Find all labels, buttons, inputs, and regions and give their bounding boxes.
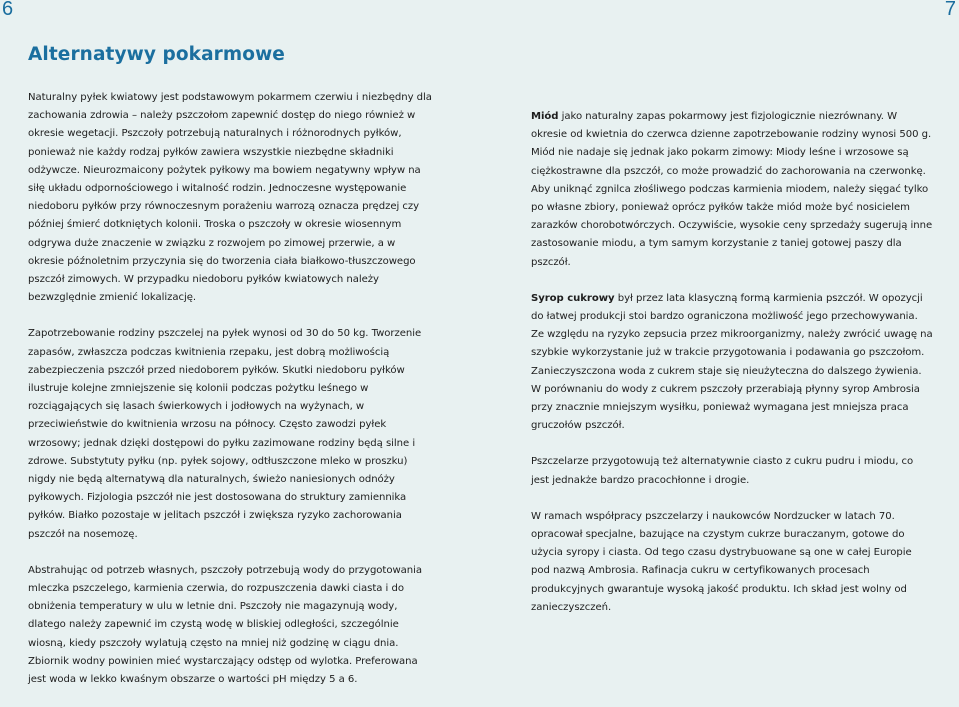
paragraph-candy-text: Pszczelarze przygotowują też alternatywnie ciasto z cukru pudru i miodu, co jest jednakże bardzo pracochłonne i drogie. (531, 456, 914, 486)
paragraph-sugar-syrup (531, 290, 933, 436)
paragraph-honey-text: jako naturalny zapas pokarmowy jest fizjologicznie niezrównany. W okresie od kwietnia do czerwca dzienne zapotrzebowanie rodziny wynosi 500 g. Miód nie nadaje się jednak jako pokarm zimowy: Miody leśne i wrzosowe są ciężkostrawne dla pszczół, co może prowadzić do zachorowania na czerwonkę. Aby uniknąć zgnilca złośliwego podczas karmienia miodem, należy sięgać tylko po własne zbiory, ponieważ oprócz pyłków także miód może być nosicielem zarazków chorobotwórczych. Oczywiście, wysokie ceny sprzedaży sugerują inne zastosowanie miodu, a tym samym korzystanie z taniej gotowej paszy dla pszczół. (531, 111, 933, 268)
paragraph-sugar-syrup-text: był przez lata klasyczną formą karmienia pszczół. W opozycji do łatwej produkcji stoi bardzo ograniczona możliwość jego przechowywania. Ze względu na ryzyko zepsucia przez mikroorganizmy, należy zwrócić uwagę na szybkie wykorzystanie już w trakcie przygotowania i podawania go pszczołom. Zanieczyszczona woda z cukrem staje się nieużyteczna do dalszego żywienia. W porównaniu do wody z cukrem pszczoły przerabiają płynny syrop Ambrosia przy znacznie mniejszym wysiłku, ponieważ wymagana jest mniejsza praca gruczołów pszczół. (531, 292, 933, 432)
paragraph-honey-bold: Miód (531, 111, 559, 122)
left-column (28, 89, 434, 707)
paragraph-pollen: Naturalny pyłek kwiatowy jest podstawowym pokarmem czerwiu i niezbędny dla zachowania zdrowia – należy pszczołom zapewnić dostęp do niego również w okresie wegetacji. Pszczoły potrzebują naturalnych i różnorodnych pyłków, ponieważ nie każdy rodzaj pyłków zawiera wszystkie niezbędne składniki odżywcze. Nieurozmaicony pożytek pyłkowy ma bowiem negatywny wpływ na siłę układu odpornościowego i witalność rodzin. Jednoczesne występowanie niedoboru pyłków przy równoczesnym porażeniu warrozą oznacza prędzej czy później śmierć dotkniętych kolonii. Troska o pszczoły w okresie wiosennym odgrywa duże znaczenie w związku z rozwojem po zimowej przerwie, a w okresie późnoletnim przyczynia się do tworzenia ciała białkowo-tłuszczowego pszczół zimowych. W przypadku niedoboru pyłków kwiatowych należy bezwzględnie zmienić lokalizację. (28, 92, 432, 304)
paragraph-nordzucker (531, 508, 933, 617)
page-title: Alternatywy pokarmowe (28, 44, 285, 65)
paragraph-water: Abstrahując od potrzeb własnych, pszczoły potrzebują wody do przygotowania mleczka pszczelego, karmienia czerwia, do rozpuszczenia dawki ciasta i do obniżenia temperatury w ulu w letnie dni. Pszczoły nie magazynują wody, dlatego należy zapewnić im czystą wodę w bliskiej odległości, szczególnie wiosną, kiedy pszczoły wylatują często na mniej niż godzinę w ciągu dnia. Zbiornik wodny powinien mieć wystarczający odstęp od wylotka. Preferowana jest woda w lekko kwaśnym obszarze o wartości pH między 5 a 6. (28, 564, 423, 686)
paragraph-honey (531, 108, 933, 272)
page-number-left: 6 (2, 0, 14, 20)
page-number-right: 7 (944, 0, 956, 20)
paragraph-nordzucker-text: W ramach współpracy pszczelarzy i naukowców Nordzucker w latach 70. opracował specjalne, bazujące na czystym cukrze buraczanym, gotowe do użycia syropy i ciasta. Od tego czasu dystrybuowane są one w całej Europie pod nazwą Ambrosia. Rafinacja cukru w certyfikowanych procesach produkcyjnych gwarantuje wysoką jakość produktu. Ich skład jest wolny od zanieczyszczeń. (531, 510, 912, 613)
paragraph-sugar-syrup-bold: Syrop cukrowy (531, 292, 615, 304)
paragraph-candy (531, 453, 933, 489)
right-column (531, 108, 933, 635)
paragraph-pollen-demand: Zapotrzebowanie rodziny pszczelej na pyłek wynosi od 30 do 50 kg. Tworzenie zapasów, zwłaszcza podczas kwitnienia rzepaku, jest dobrą możliwością zabezpieczenia pszczół przed niedoborem pyłków. Skutki niedoboru pyłków ilustruje kolejne zmniejszenie się kolonii podczas pożytku leśnego w rozciągających się lasach świerkowych i jodłowych na wyżynach, w przeciwieństwie do kwitnienia wrzosu na północy. Często zawodzi pyłek wrzosowy; jednak dzięki dostępowi do pyłku zazimowane rodziny będą silne i zdrowe. Substytuty pyłku (np. pyłek sojowy, odtłuszczone mleko w proszku) nigdy nie będą alternatywą dla naturalnych, świeżo naniesionych odnóży pyłkowych. Fizjologia pszczół nie jest dostosowana do struktury zamiennika pyłków. Białko pozostaje w jelitach pszczół i zwiększa ryzyko zachorowania pszczół na nosemozę. (28, 328, 422, 540)
